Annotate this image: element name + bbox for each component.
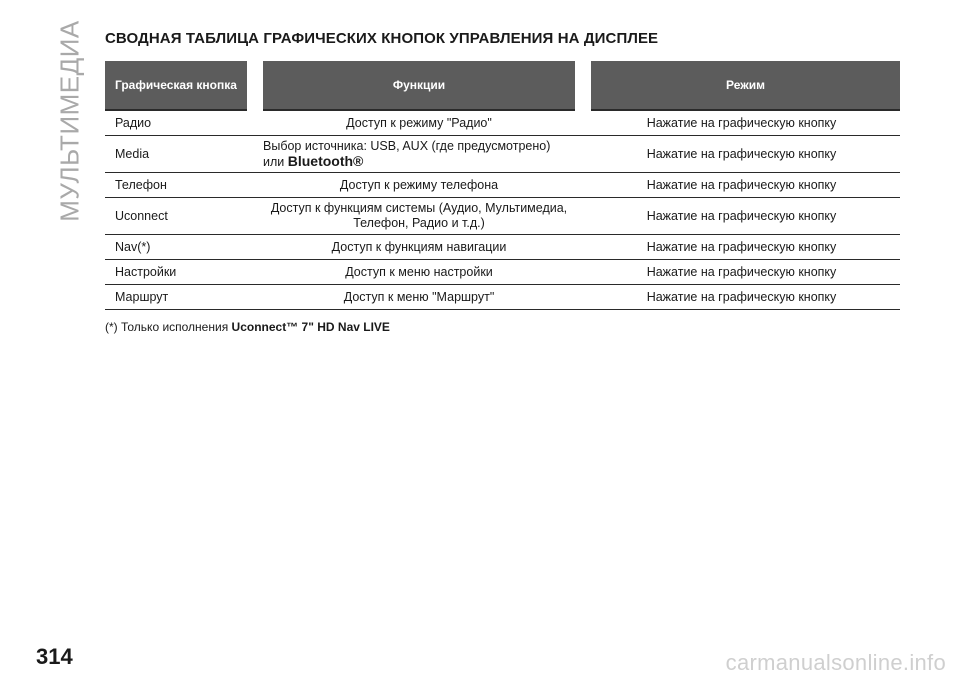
header-button: Графическая кнопка [105, 61, 255, 110]
table-row [105, 285, 900, 310]
table-row [105, 136, 900, 173]
cell-mode: Нажатие на графическую кнопку [583, 173, 900, 198]
cell-button: Nav(*) [105, 235, 255, 260]
cell-function-line1: Выбор источника: USB, AUX (где предусмотрено) [263, 138, 551, 153]
table-row [105, 235, 900, 260]
cell-function: Доступ к меню настройки [255, 260, 583, 285]
cell-button: Uconnect [105, 198, 255, 235]
page-number: 314 [36, 644, 73, 669]
footnote-prefix: (*) Только исполнения [105, 320, 232, 334]
table-footnote [105, 320, 390, 334]
cell-button: Маршрут [105, 285, 255, 310]
cell-mode: Нажатие на графическую кнопку [583, 136, 900, 173]
cell-mode: Нажатие на графическую кнопку [583, 235, 900, 260]
cell-function: Доступ к режиму телефона [255, 173, 583, 198]
table-row [105, 198, 900, 235]
table-row [105, 260, 900, 285]
cell-function [255, 198, 583, 235]
cell-button: Настройки [105, 260, 255, 285]
page-title: СВОДНАЯ ТАБЛИЦА ГРАФИЧЕСКИХ КНОПОК УПРАВЛЕНИЯ НА ДИСПЛЕЕ [105, 30, 659, 47]
cell-function-line1: Доступ к функциям системы (Аудио, Мультимедиа, [270, 201, 568, 215]
cell-function-line2: Телефон, Радио и т.д.) [353, 216, 485, 230]
buttons-summary-table [105, 61, 900, 310]
cell-button: Радио [105, 110, 255, 136]
bluetooth-brand: Bluetooth® [287, 152, 364, 169]
cell-function: Доступ к функциям навигации [255, 235, 583, 260]
cell-function [255, 136, 583, 173]
table-header-row [105, 61, 900, 110]
table-row [105, 173, 900, 198]
cell-mode: Нажатие на графическую кнопку [583, 198, 900, 235]
section-side-label [54, 20, 86, 222]
cell-button: Телефон [105, 173, 255, 198]
section-side-label-text: МУЛЬТИМЕДИА [54, 20, 85, 222]
cell-function: Доступ к режиму "Радио" [255, 110, 583, 136]
footnote-model: Uconnect™ 7" HD Nav LIVE [231, 320, 390, 334]
cell-mode: Нажатие на графическую кнопку [583, 285, 900, 310]
cell-mode: Нажатие на графическую кнопку [583, 110, 900, 136]
cell-button: Media [105, 136, 255, 173]
cell-mode: Нажатие на графическую кнопку [583, 260, 900, 285]
header-mode: Режим [583, 61, 900, 110]
table-row [105, 110, 900, 136]
cell-function-line2 [263, 154, 575, 170]
cell-function: Доступ к меню "Маршрут" [255, 285, 583, 310]
cell-function-line2-prefix: или [263, 154, 288, 169]
header-function: Функции [255, 61, 583, 110]
watermark-text: carmanualsonline.info [725, 650, 946, 675]
